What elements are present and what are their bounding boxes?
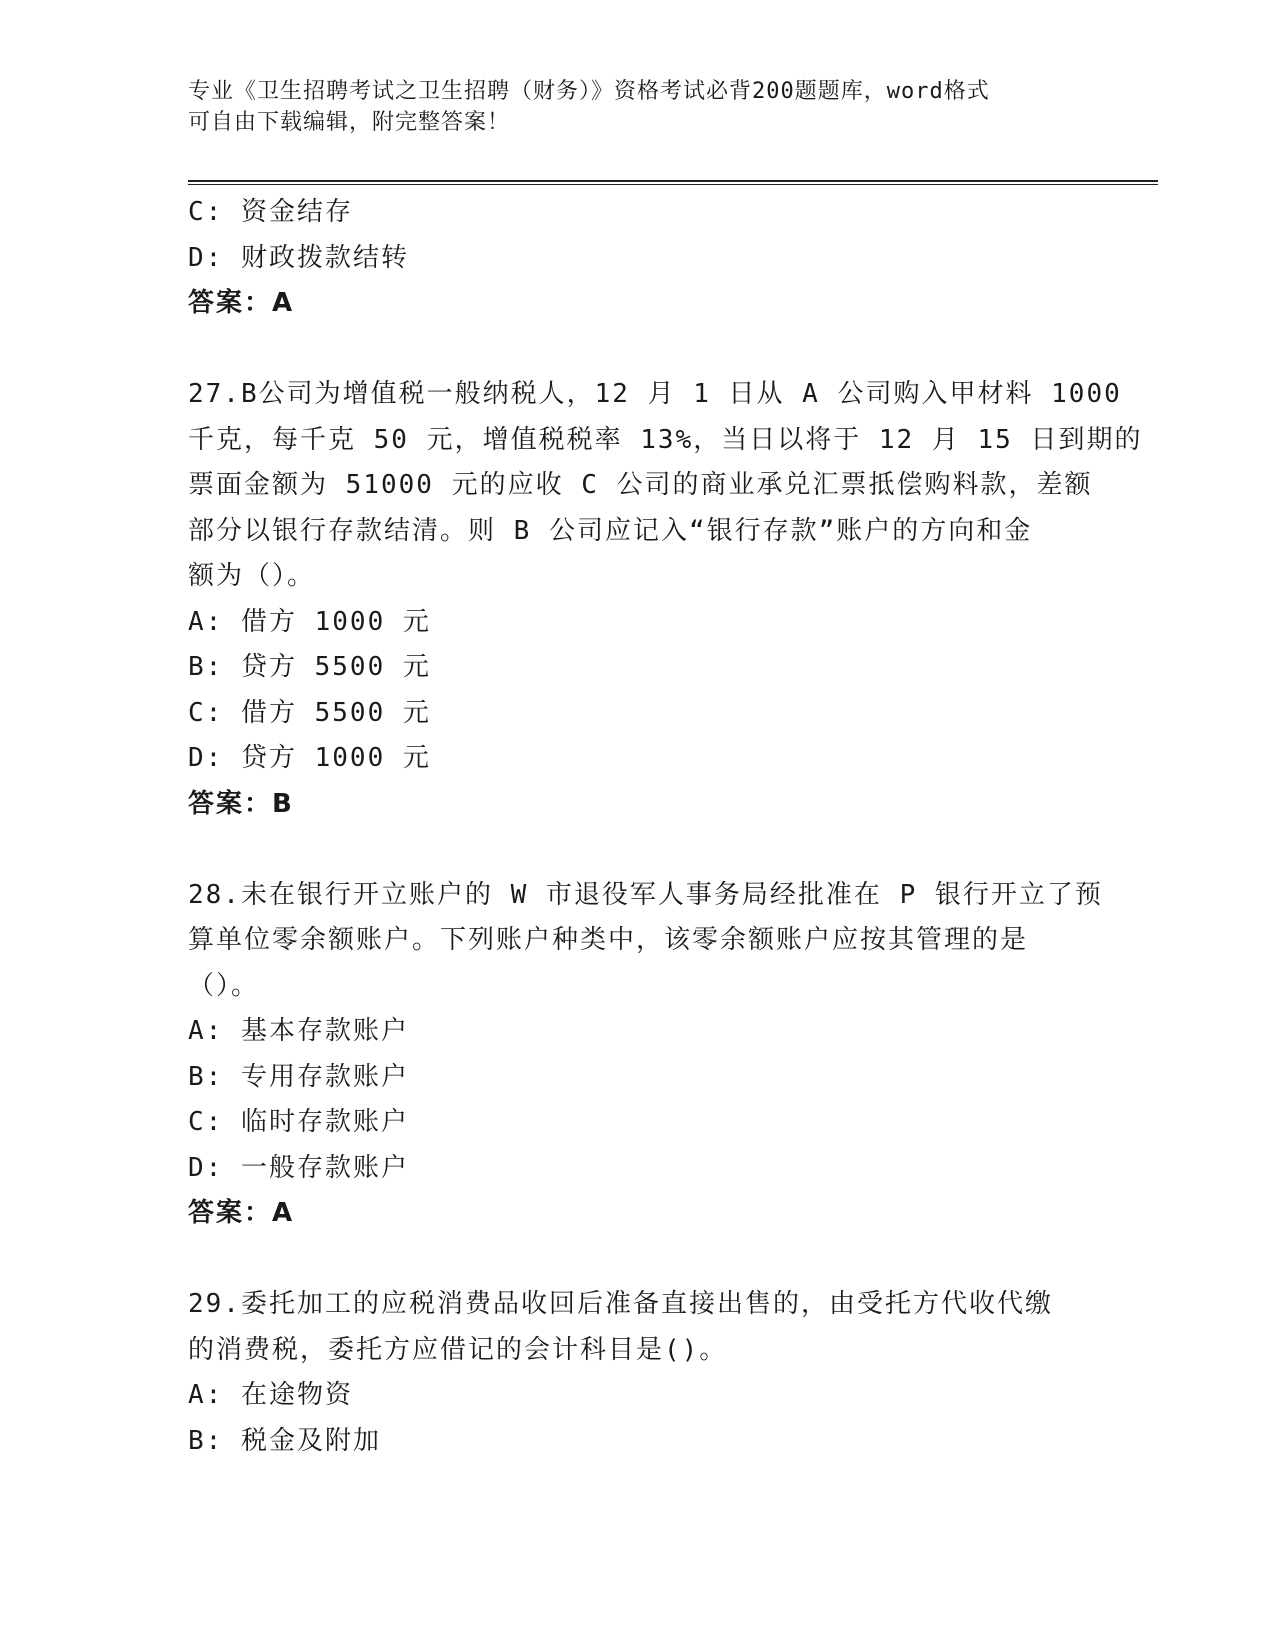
answer-label: 答案：B (188, 788, 294, 819)
question-stem-line: 票面金额为 51000 元的应收 C 公司的商业承兑汇票抵偿购料款，差额 (188, 470, 1093, 500)
option-d: D: 财政拨款结转 (188, 242, 409, 273)
question-spacer (188, 1237, 1088, 1283)
question-28 (188, 873, 1103, 1237)
question-stem-line: 的消费税，委托方应借记的会计科目是()。 (188, 1334, 728, 1365)
question-stem-line: 部分以银行存款结清。则 B 公司应记入“银行存款”账户的方向和金 (188, 515, 1033, 546)
question-stem-line: 算单位零余额账户。下列账户种类中，该零余额账户应按其管理的是 (188, 925, 1029, 955)
question-stem-line: 额为（）。 (188, 561, 316, 591)
option-b: B: 专用存款账户 (188, 1061, 409, 1092)
header-divider-thick (188, 180, 1158, 182)
option-c: C: 临时存款账户 (188, 1107, 409, 1137)
answer-label: 答案：A (188, 288, 295, 318)
option-d: D: 贷方 1000 元 (188, 743, 431, 773)
question-stem-line: 27.B公司为增值税一般纳税人，12 月 1 日从 A 公司购入甲材料 1000 (188, 379, 1122, 409)
question-stem-line: 29.委托加工的应税消费品收回后准备直接出售的，由受托方代收代缴 (188, 1289, 1053, 1319)
question-26 (188, 190, 1088, 327)
question-spacer (188, 327, 1088, 373)
answer-label: 答案：A (188, 1198, 295, 1228)
option-a: A: 在途物资 (188, 1380, 353, 1410)
document-header (188, 76, 1068, 138)
question-list (188, 190, 1143, 1464)
question-29 (188, 1282, 1088, 1464)
question-stem-line: 28.未在银行开立账户的 W 市退役军人事务局经批准在 P 银行开立了预 (188, 879, 1103, 910)
option-b: B: 税金及附加 (188, 1425, 381, 1456)
header-divider-thin (188, 184, 1158, 185)
option-a: A: 借方 1000 元 (188, 606, 431, 637)
question-stem-line: 千克，每千克 50 元，增值税税率 13%，当日以将于 12 月 15 日到期的 (188, 424, 1143, 455)
question-spacer (188, 827, 1088, 873)
header-title-line-2: 可自由下载编辑，附完整答案！ (188, 110, 511, 135)
header-title-line-1: 专业《卫生招聘考试之卫生招聘（财务）》资格考试必背200题题库，word格式 (188, 79, 990, 104)
option-c: C: 借方 5500 元 (188, 697, 431, 728)
option-c: C: 资金结存 (188, 197, 353, 227)
question-stem-line: （）。 (188, 970, 260, 1001)
option-d: D: 一般存款账户 (188, 1152, 409, 1183)
option-a: A: 基本存款账户 (188, 1016, 409, 1046)
question-27 (188, 372, 1143, 827)
option-b: B: 贷方 5500 元 (188, 652, 431, 682)
